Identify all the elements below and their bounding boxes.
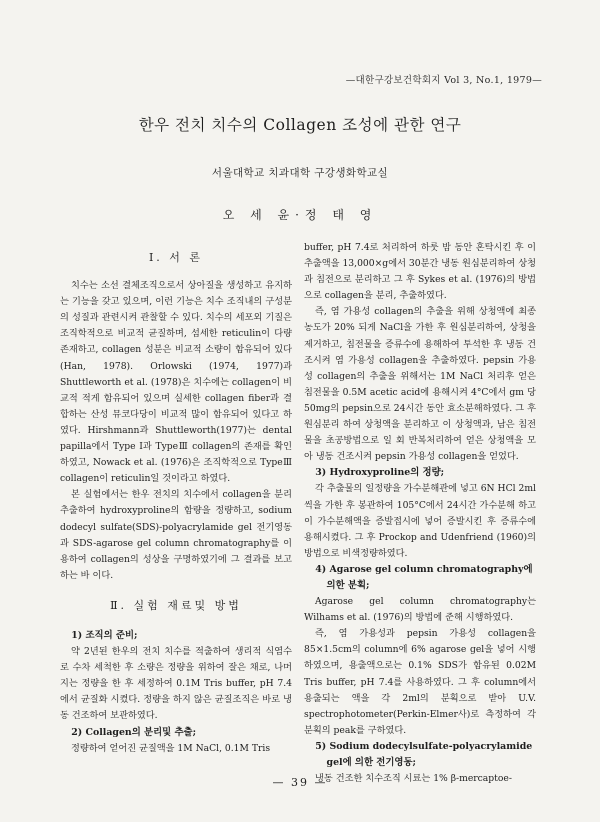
paragraph-collagen-extraction: 정량하여 얻어진 균질액을 1M NaCl, 0.1M Tris bbox=[71, 742, 271, 754]
subsection-agarose-line1: 4) Agarose gel column chromatography에 bbox=[315, 563, 533, 575]
affiliation: 서울대학교 치과대학 구강생화학교실 bbox=[211, 167, 389, 179]
section-heading-methods: Ⅱ. 실험 재료및 방법 bbox=[110, 598, 242, 612]
subsection-hydroxyproline: 3) Hydroxyproline의 정량; bbox=[315, 467, 445, 479]
paragraph-salt-pepsin: 즉, 염 가용성 collagen의 추출을 위해 상청액에 최종농도가 20% 되게 NaCl을 가한 후 원심분리하여, 상청을 제거하고, 침전물을 증류수에 용해하여 투석한 후 냉동 건조시켜 염 가용성 collagen을 추출하였다. pepsin 가용성 collagen의 추출을 위해서는 1M NaCl 처리후 얻은 침전물을 0.5M acetic acid에 용해시켜 4°C에서 gm 당 50mg의 pepsin으로 24시간 동안 효소분해하였다. 그 후 원심분리 하여 상청액을 분리하고 이 상청액과, 남은 침전물을 초공방법으로 일 회 반복처리하여 얻은 상청액을 모아 냉동 건조시켜 pepsin 가용성 collagen을 얻었다. bbox=[304, 306, 536, 463]
paragraph-sds: 냉동 건조한 치수조직 시료는 1% β-mercaptoe- bbox=[315, 773, 512, 785]
subsection-collagen-extraction: 2) Collagen의 분리및 추출; bbox=[71, 726, 197, 738]
paper-title: 한우 전치 치수의 Collagen 조성에 관한 연구 bbox=[138, 116, 462, 134]
subsection-sds-line2: gel에 의한 전기영동; bbox=[326, 757, 416, 768]
subsection-agarose-line2: 의한 분획; bbox=[326, 579, 370, 591]
intro-paragraph-2: 본 실험에서는 한우 전치의 치수에서 collagen을 분리 추출하여 hydroxyproline의 함량을 정량하고, sodium dodecyl sulfate(SDS)-polyacrylamide gel 전기영동과 SDS-agarose gel column chromatography를 이용하여 collagen의 성상을 구명하였기에 그 결과를 보고하는 바 이다. bbox=[60, 489, 292, 581]
paragraph-tissue-prep: 약 2년된 한우의 전치 치수를 적출하여 생리적 식염수로 수차 세척한 후 소량은 정량을 위하여 잘은 채로, 나머지는 정량을 한 후 세정하여 0.1M Tris buffer, pH 7.4에서 균질화 시켰다. 정량을 하지 않은 균질조직은 바로 냉동 건조하여 보관하였다. bbox=[60, 646, 292, 722]
paragraph-extraction-cont: buffer, pH 7.4로 처리하여 하룻 밤 동안 혼탁시킨 후 이 추출액을 13,000×g에서 30분간 냉동 원심분리하여 상청과 침전으로 분리하고 그 후 Sykes et al. (1976)의 방법으로 collagen을 분리, 추출하였다. bbox=[304, 242, 536, 302]
authors: 오 세 윤·정 태 영 bbox=[222, 208, 378, 222]
subsection-tissue-prep: 1) 조직의 준비; bbox=[71, 629, 138, 641]
paragraph-agarose-2: 즉, 염 가용성과 pepsin 가용성 collagen을 85×1.5cm의 column에 6% agarose gel을 넣어 시행하였으며, 용출액으로는 0.1% SDS가 함유된 0.02M Tris buffer, pH 7.4를 사용하였다. 그 후 column에서 용출되는 액을 각 2ml의 분획으로 받아 U.V. spectrophotometer(Perkin-Elmer사)로 측정하여 각 분획의 peak를 구하였다. bbox=[304, 628, 536, 736]
paragraph-hydroxyproline: 각 추출물의 일정량을 가수분해관에 넣고 6N HCl 2ml씩을 가한 후 봉관하여 105°C에서 24시간 가수분해 하고 이 가수분해액을 증발접시에 넣어 증발시킨 후 증류수에 용해시켰다. 그 후 Prockop and Udenfriend (1960)의 방법으로 비색정량하였다. bbox=[304, 483, 536, 559]
right-column bbox=[304, 240, 536, 787]
left-column bbox=[60, 240, 292, 757]
subsection-sds-line1: 5) Sodium dodecylsulfate-polyacrylamide bbox=[315, 740, 533, 752]
section-heading-introduction: I. 서 론 bbox=[148, 251, 204, 264]
intro-paragraph-1: 치수는 소선 결체조직으로서 상아질을 생성하고 유지하는 기능을 갖고 있으며, 이런 기능은 치수 조직내의 구성분의 성질과 관련시켜 관찰할 수 있다. 치수의 세포외 기질은 조직학적으로 비교적 균질하며, 섬세한 reticulin이 다량 존재하고, collagen 성분은 비교적 소량이 함유되어 있다(Han, 1978). Orlowski (1974, 1977)과 Shuttleworth et al. (1978)은 치수에는 collagen이 비교적 적게 함유되어 있으며 실세한 collagen fiber과 결합하는 산성 뮤코다당이 비교적 많이 함유되어 있다고 하였다. Hirshmann과 Shuttleworth(1977)는 dental papilla에서 Type I과 TypeⅢ collagen의 존재를 확인하였고, Nowack et al. (1976)은 조직학적으로 TypeⅢ collagen이 reticulin일 것이라고 하였다. bbox=[60, 280, 292, 485]
running-head: —대한구강보건학회지 Vol 3, No.1, 1979— bbox=[345, 75, 542, 86]
page-number: — 39 — bbox=[272, 776, 328, 789]
paragraph-agarose-1: Agarose gel column chromatography는 Wilhams et al. (1976)의 방법에 준해 시행하였다. bbox=[304, 596, 536, 624]
